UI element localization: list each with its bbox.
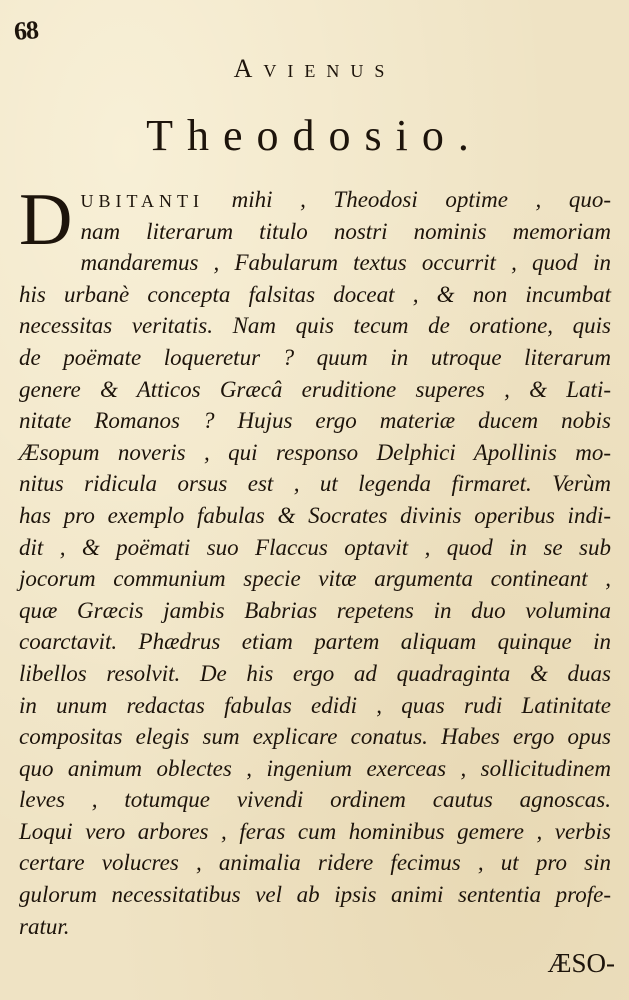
text-line: ratur. [19,913,70,939]
text-line: libellos resolvit. De his ergo ad quadraginta & duas [19,660,611,686]
text-line: coarctavit. Phædrus etiam partem aliquam quinque in [19,629,611,655]
text-line: Æsopum noveris , qui responso Delphici Apollinis mo- [19,439,611,465]
author-heading: Avienus [233,54,396,83]
text-line: jocorum communium specie vitæ argumenta contineant , [19,566,611,592]
text-line: leves , totumque vivendi ordinem cautus agnoscas. [19,787,611,813]
text-line: necessitas veritatis. Nam quis tecum de oratione, quis [19,313,611,339]
text-line: mandaremus , Fabularum textus occurrit , quod in [80,250,611,276]
text-line: nitate Romanos ? Hujus ergo materiæ ducem nobis [19,408,611,434]
text-line: genere & Atticos Græcâ eruditione superes , & Lati- [19,376,611,402]
text-line: his urbanè concepta falsitas doceat , & non incumbat [19,281,611,307]
text-line: quo animum oblectes , ingenium exerceas , sollicitudinem [19,755,611,781]
recipient-heading: Theodosio. [146,111,483,160]
text-line: gulorum necessitatibus vel ab ipsis animi sententia profe- [19,882,611,908]
text-line: has pro exemplo fabulas & Socrates divinis operibus indi- [19,502,611,528]
text-line: dit , & poëmati suo Flaccus optavit , quod in se sub [19,534,611,560]
catchword: ÆSO- [547,948,615,978]
text-line [19,184,611,216]
text-line: de poëmate loqueretur ? quum in utroque literarum [19,344,611,370]
text-line-content: mihi , Theodosi optime , quo- [231,187,611,212]
opening-word: UBITANTI [80,191,204,211]
text-line: in unum redactas fabulas edidi , quas rudi Latinitate [19,692,611,718]
text-line: quæ Græcis jambis Babrias repetens in duo volumina [19,597,611,623]
text-line: compositas elegis sum explicare conatus. Habes ergo opus [19,724,611,750]
drop-cap-letter: D [19,179,73,261]
text-line: certare volucres , animalia ridere fecimus , ut pro sin [19,850,611,876]
text-line: nitus ridicula orsus est , ut legenda firmaret. Verùm [19,471,611,497]
page-number: 68 [12,15,39,46]
dedication-text [19,179,611,942]
text-line: Loqui vero arbores , feras cum hominibus gemere , verbis [19,818,611,844]
text-line: nam literarum titulo nostri nominis memoriam [80,218,611,244]
